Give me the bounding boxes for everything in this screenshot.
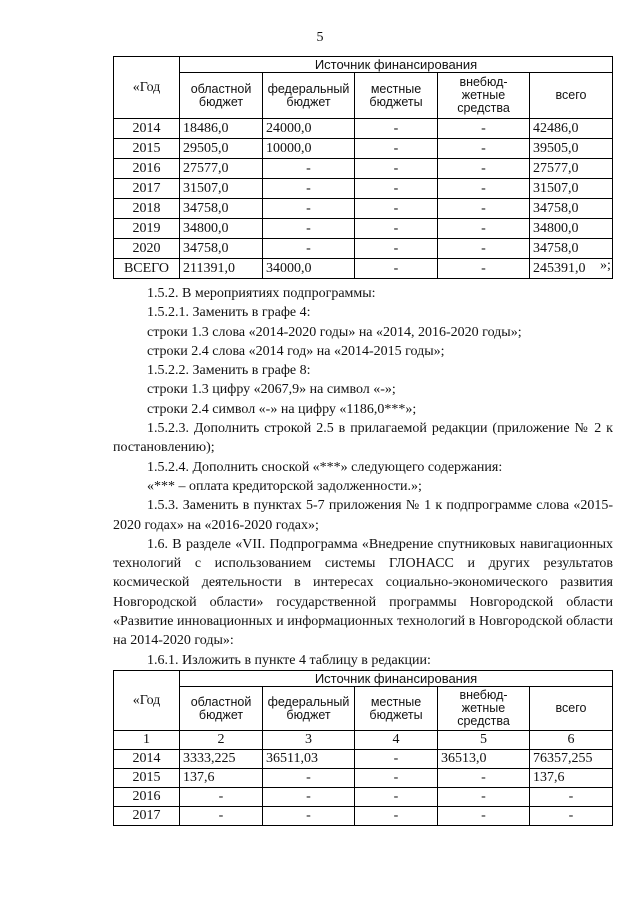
year-cell: 2016: [114, 159, 180, 179]
year-column-header: «Год: [114, 671, 180, 731]
local-cell: -: [355, 219, 438, 239]
total-cell: 76357,255: [530, 750, 613, 769]
paragraph: строки 2.4 слова «2014 год» на «2014-2015 годы»;: [147, 343, 445, 359]
year-cell: 2014: [114, 119, 180, 139]
table-row: [114, 139, 613, 159]
federal-cell: -: [263, 239, 355, 259]
local-budgets-header: местные бюджеты: [355, 687, 438, 731]
extra-cell: -: [438, 119, 530, 139]
paragraph: 1.6.1. Изложить в пункте 4 таблицу в редакции:: [147, 652, 431, 668]
column-number: 6: [530, 731, 613, 750]
local-cell: -: [355, 788, 438, 807]
total-cell: 34758,0: [530, 239, 613, 259]
extra-cell: -: [438, 199, 530, 219]
paragraph: 1.5.2.4. Дополнить сноской «***» следующего содержания:: [147, 459, 503, 475]
regional-cell: 34758,0: [180, 239, 263, 259]
table-row: [114, 769, 613, 788]
paragraph: строки 1.3 цифру «2067,9» на символ «-»;: [147, 382, 396, 398]
federal-cell: -: [263, 788, 355, 807]
regional-cell: 34800,0: [180, 219, 263, 239]
extra-cell: -: [438, 239, 530, 259]
table-row-total: [114, 259, 613, 279]
paragraph: 1.5.2. В мероприятиях подпрограммы:: [147, 286, 376, 301]
regional-cell: 34758,0: [180, 199, 263, 219]
federal-cell: -: [263, 769, 355, 788]
federal-cell: 36511,03: [263, 750, 355, 769]
page-number: 5: [316, 30, 324, 45]
federal-cell: -: [263, 199, 355, 219]
year-cell: 2017: [114, 179, 180, 199]
column-numbers-row: [114, 731, 613, 750]
table-row: [114, 159, 613, 179]
regional-cell: 27577,0: [180, 159, 263, 179]
year-cell: 2015: [114, 769, 180, 788]
local-cell: -: [355, 750, 438, 769]
column-number: 1: [114, 731, 180, 750]
financing-table-1: [113, 56, 613, 279]
regional-cell: 211391,0: [180, 259, 263, 279]
regional-cell: -: [180, 788, 263, 807]
year-cell: 2014: [114, 750, 180, 769]
local-cell: -: [355, 807, 438, 826]
federal-cell: -: [263, 159, 355, 179]
federal-cell: -: [263, 219, 355, 239]
year-cell: 2018: [114, 199, 180, 219]
table-row: [114, 219, 613, 239]
regional-cell: 31507,0: [180, 179, 263, 199]
total-cell: 137,6: [530, 769, 613, 788]
extra-cell: -: [438, 788, 530, 807]
paragraph: 1.5.2.2. Заменить в графе 8:: [147, 363, 311, 379]
extrabudgetary-header: внебюд-жетные средства: [438, 73, 530, 119]
total-cell: 31507,0: [530, 179, 613, 199]
paragraph: 1.5.2.3. Дополнить строкой 2.5 в прилагаемой редакции (приложение № 2 к постановлению);: [113, 421, 613, 456]
total-header: всего: [530, 687, 613, 731]
regional-cell: 29505,0: [180, 139, 263, 159]
local-budgets-header: местные бюджеты: [355, 73, 438, 119]
federal-cell: -: [263, 179, 355, 199]
column-number: 3: [263, 731, 355, 750]
local-cell: -: [355, 769, 438, 788]
total-cell: -: [530, 788, 613, 807]
regional-cell: 18486,0: [180, 119, 263, 139]
extra-cell: 36513,0: [438, 750, 530, 769]
total-cell: 245391,0: [530, 259, 613, 279]
federal-cell: 34000,0: [263, 259, 355, 279]
table-row: [114, 750, 613, 769]
column-number: 4: [355, 731, 438, 750]
table-row: [114, 179, 613, 199]
total-cell: 27577,0: [530, 159, 613, 179]
regional-cell: 137,6: [180, 769, 263, 788]
paragraph: 1.5.3. Заменить в пунктах 5-7 приложения № 1 к подпрограмме слова «2015-2020 годах» на «2016-2020 годах»;: [113, 498, 613, 533]
extra-cell: -: [438, 179, 530, 199]
year-cell: 2020: [114, 239, 180, 259]
table-row: [114, 807, 613, 826]
paragraph: «*** – оплата кредиторской задолженности.»;: [147, 478, 422, 494]
paragraph: строки 1.3 слова «2014-2020 годы» на «2014, 2016-2020 годы»;: [147, 324, 522, 340]
column-number: 5: [438, 731, 530, 750]
extra-cell: -: [438, 219, 530, 239]
extra-cell: -: [438, 807, 530, 826]
paragraph: 1.5.2.1. Заменить в графе 4:: [147, 305, 311, 321]
year-cell: 2015: [114, 139, 180, 159]
local-cell: -: [355, 239, 438, 259]
column-number: 2: [180, 731, 263, 750]
extra-cell: -: [438, 159, 530, 179]
federal-cell: 24000,0: [263, 119, 355, 139]
extra-cell: -: [438, 139, 530, 159]
federal-budget-header: федеральный бюджет: [263, 73, 355, 119]
local-cell: -: [355, 199, 438, 219]
document-body: [113, 284, 613, 670]
total-cell: 34800,0: [530, 219, 613, 239]
regional-cell: -: [180, 807, 263, 826]
regional-cell: 3333,225: [180, 750, 263, 769]
total-cell: 34758,0: [530, 199, 613, 219]
table-row: [114, 239, 613, 259]
local-cell: -: [355, 159, 438, 179]
federal-budget-header: федеральный бюджет: [263, 687, 355, 731]
paragraph: 1.6. В разделе «VII. Подпрограмма «Внедрение спутниковых навигационных технологий с использованием системы ГЛОНАСС и других результатов космической деятельности в интересах социально-экономического развития Новгородской области» государственной программы Новгородской области «Развитие инновационных и информационных технологий в Новгородской области на 2014-2020 годы»:: [113, 536, 613, 649]
local-cell: -: [355, 259, 438, 279]
table-row: [114, 199, 613, 219]
local-cell: -: [355, 139, 438, 159]
extrabudgetary-header: внебюд-жетные средства: [438, 687, 530, 731]
total-cell: 42486,0: [530, 119, 613, 139]
total-header: всего: [530, 73, 613, 119]
year-column-header: «Год: [114, 57, 180, 119]
regional-budget-header: областной бюджет: [180, 73, 263, 119]
extra-cell: -: [438, 259, 530, 279]
table-row: [114, 788, 613, 807]
year-cell: ВСЕГО: [114, 259, 180, 279]
funding-source-header: Источник финансирования: [180, 57, 613, 73]
year-cell: 2017: [114, 807, 180, 826]
federal-cell: 10000,0: [263, 139, 355, 159]
local-cell: -: [355, 179, 438, 199]
total-cell: 39505,0: [530, 139, 613, 159]
year-cell: 2019: [114, 219, 180, 239]
year-cell: 2016: [114, 788, 180, 807]
table-row: [114, 119, 613, 139]
funding-source-header: Источник финансирования: [180, 671, 613, 687]
total-cell: -: [530, 807, 613, 826]
local-cell: -: [355, 119, 438, 139]
financing-table-2: [113, 670, 613, 826]
regional-budget-header: областной бюджет: [180, 687, 263, 731]
extra-cell: -: [438, 769, 530, 788]
federal-cell: -: [263, 807, 355, 826]
paragraph: строки 2.4 символ «-» на цифру «1186,0***»;: [147, 401, 417, 417]
table-closing-mark: »;: [600, 258, 611, 273]
